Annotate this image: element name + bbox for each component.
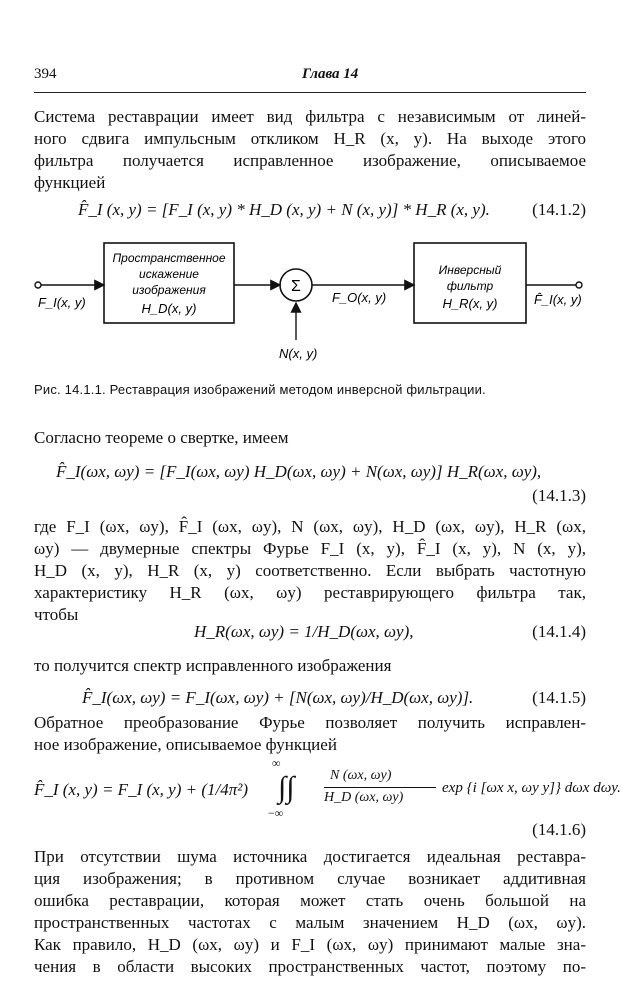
input-signal-label: F_I(x, y) — [38, 295, 86, 310]
filter-label-line: H_R(x, y) — [442, 296, 498, 311]
equation-lhs: F̂_I (x, y) = F_I (x, y) + (1/4π²) — [34, 780, 249, 799]
integral-lower-limit: −∞ — [268, 806, 284, 820]
text-line: пространственных частотах с малым значением H_D (ωx, ωy). — [34, 913, 586, 932]
distortion-label-line: H_D(x, y) — [141, 301, 197, 316]
text-line: чения в области высоких пространственных частот, поэтому по- — [34, 957, 586, 976]
page-header — [34, 66, 591, 88]
equation-body: F̂_I(ωx, ωy) = [F_I(ωx, ωy) H_D(ωx, ωy) + N(ωx, ωy)] H_R(ωx, ωy), — [56, 462, 542, 481]
equation-body: H_R(ωx, ωy) = 1/H_D(ωx, ωy), — [194, 622, 414, 641]
paragraph-spectrum — [34, 655, 586, 677]
filter-label-line: Инверсный — [438, 263, 502, 277]
equation-number: (14.1.2) — [532, 200, 586, 219]
fraction-bar — [324, 787, 436, 788]
text-line: Как правило, H_D (ωx, ωy) и F_I (ωx, ωy) принимают малые зна- — [34, 935, 586, 954]
text-line: H_D (x, y), H_R (x, y) соответственно. Если выбрать частотную — [34, 561, 586, 580]
distortion-label-line: искажение — [139, 267, 199, 281]
restoration-block-diagram — [34, 222, 586, 372]
text-line: ного сдвига импульсным откликом H_R (x, y). На выходе этого — [34, 129, 586, 148]
text-line: то получится спектр исправленного изображения — [34, 656, 392, 675]
text-line: функцией — [34, 173, 106, 192]
intro-paragraph — [34, 106, 586, 194]
text-line: ция изображения; в противном случае возникает аддитивная — [34, 869, 586, 888]
output-terminal — [576, 282, 582, 288]
fraction-denominator: H_D (ωx, ωy) — [324, 790, 404, 805]
equation-body: F̂_I (x, y) = [F_I (x, y) * H_D (x, y) + N (x, y)] * H_R (x, y). — [78, 200, 490, 219]
text-line: Обратное преобразование Фурье позволяет получить исправлен- — [34, 713, 586, 732]
input-terminal — [35, 282, 41, 288]
text-line: чтобы — [34, 605, 79, 624]
page-number: 394 — [34, 66, 57, 82]
text-line: где F_I (ωx, ωy), F̂_I (ωx, ωy), N (ωx, ωy), H_D (ωx, ωy), H_R (ωx, — [34, 517, 586, 536]
sum-symbol: Σ — [291, 278, 301, 295]
paragraph-spectra — [34, 516, 586, 626]
equation-body: F̂_I(ωx, ωy) = F_I(ωx, ωy) + [N(ωx, ωy)/H_D(ωx, ωy)]. — [82, 688, 474, 707]
equation-number: (14.1.4) — [532, 622, 586, 641]
distortion-label-line: Пространственное — [112, 251, 226, 265]
equation-number: (14.1.5) — [532, 688, 586, 707]
paragraph-convolution — [34, 427, 586, 449]
header-rule — [34, 92, 586, 93]
equation-tail: exp {i [ωx x, ωy y]} dωx dωy. — [442, 780, 621, 796]
text-line: фильтра получается исправленное изображение, описываемое — [34, 151, 586, 170]
text-line: ошибка реставрации, которая может стать очень большой на — [34, 891, 586, 910]
text-line: характеристику H_R (ωx, ωy) реставрирующего фильтра так, — [34, 583, 586, 602]
paragraph-inverse-transform — [34, 712, 586, 756]
figure-caption: Рис. 14.1.1. Реставрация изображений методом инверсной фильтрации. — [34, 382, 486, 397]
filter-label-line: фильтр — [446, 279, 494, 293]
text-line: Система реставрации имеет вид фильтра с независимым от линей- — [34, 107, 586, 126]
equation-number: (14.1.3) — [532, 486, 586, 505]
text-line: ное изображение, описываемое функцией — [34, 735, 337, 754]
output-signal-label: F̂_I(x, y) — [534, 292, 582, 307]
fraction-numerator: N (ωx, ωy) — [330, 768, 392, 783]
text-line: ωy) — двумерные спектры Фурье F_I (x, y), F̂_I (x, y), N (x, y), — [34, 539, 586, 558]
equation-number: (14.1.6) — [532, 820, 586, 839]
equation-14-1-6 — [34, 756, 621, 842]
noise-label: N(x, y) — [279, 346, 318, 361]
distortion-label-line: изображения — [132, 283, 206, 297]
text-line: Согласно теореме о свертке, имеем — [34, 428, 289, 447]
integral-upper-limit: ∞ — [272, 756, 281, 770]
double-integral-icon: ∫∫ — [278, 771, 295, 804]
paragraph-noise — [34, 846, 586, 978]
chapter-title: Глава 14 — [302, 66, 359, 82]
text-line: При отсутствии шума источника достигается идеальная реставра- — [34, 847, 586, 866]
observed-signal-label: F_O(x, y) — [332, 290, 387, 305]
